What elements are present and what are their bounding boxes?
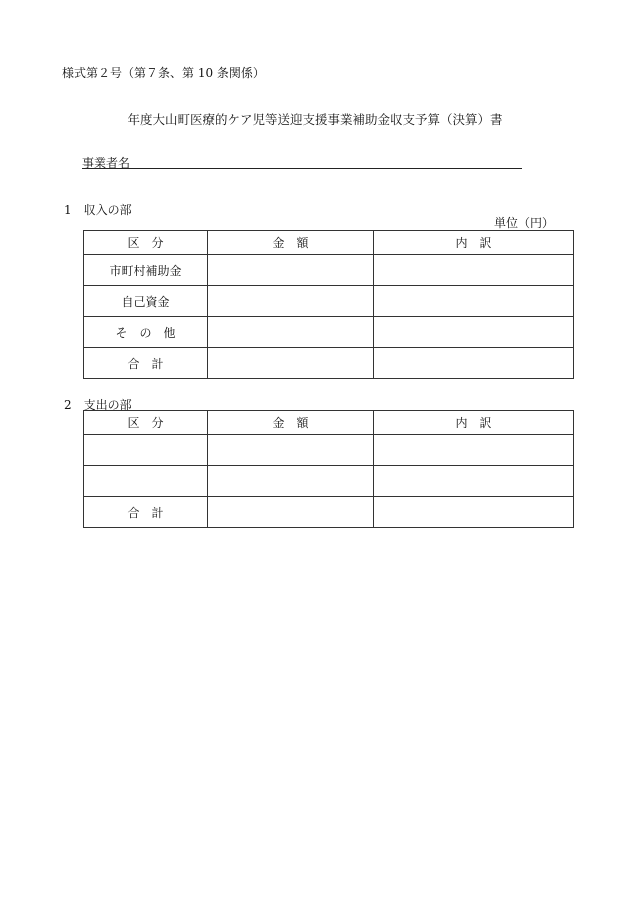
- income-details-cell[interactable]: [374, 286, 574, 317]
- document-title: 年度大山町医療的ケア児等送迎支援事業補助金収支予算（決算）書: [127, 112, 503, 127]
- expense-amount-cell[interactable]: [208, 497, 374, 528]
- income-total-row: [84, 348, 574, 379]
- income-header-category: 区 分: [84, 231, 208, 255]
- expense-table: [83, 410, 574, 528]
- income-category-cell: そ の 他: [84, 317, 208, 348]
- income-category-cell: 自己資金: [84, 286, 208, 317]
- income-details-cell[interactable]: [374, 317, 574, 348]
- expense-header-row: [84, 411, 574, 435]
- expense-category-cell[interactable]: [84, 435, 208, 466]
- expense-header-details: 内 訳: [374, 411, 574, 435]
- income-details-cell[interactable]: [374, 255, 574, 286]
- income-table: [83, 230, 574, 379]
- income-section-heading: 1 収入の部: [64, 203, 132, 217]
- form-number: 様式第２号（第７条、第 10 条関係）: [62, 66, 265, 80]
- income-header-amount: 金 額: [208, 231, 374, 255]
- table-row: [84, 317, 574, 348]
- income-category-cell: 市町村補助金: [84, 255, 208, 286]
- unit-label: 単位（円）: [494, 216, 555, 230]
- expense-total-row: [84, 497, 574, 528]
- income-amount-cell[interactable]: [208, 317, 374, 348]
- expense-amount-cell[interactable]: [208, 466, 374, 497]
- income-amount-cell[interactable]: [208, 255, 374, 286]
- expense-details-cell[interactable]: [374, 466, 574, 497]
- expense-header-category: 区 分: [84, 411, 208, 435]
- expense-details-cell[interactable]: [374, 435, 574, 466]
- income-amount-cell[interactable]: [208, 348, 374, 379]
- income-category-cell: 合 計: [84, 348, 208, 379]
- income-header-row: [84, 231, 574, 255]
- expense-category-cell[interactable]: [84, 466, 208, 497]
- table-row: [84, 286, 574, 317]
- applicant-name-label: 事業者名: [82, 156, 131, 170]
- applicant-name-field[interactable]: [82, 168, 522, 169]
- table-row: [84, 435, 574, 466]
- table-row: [84, 466, 574, 497]
- expense-details-cell[interactable]: [374, 497, 574, 528]
- income-details-cell[interactable]: [374, 348, 574, 379]
- income-amount-cell[interactable]: [208, 286, 374, 317]
- expense-category-cell: 合 計: [84, 497, 208, 528]
- table-row: [84, 255, 574, 286]
- expense-section-heading: 2 支出の部: [64, 398, 132, 412]
- income-header-details: 内 訳: [374, 231, 574, 255]
- expense-header-amount: 金 額: [208, 411, 374, 435]
- expense-amount-cell[interactable]: [208, 435, 374, 466]
